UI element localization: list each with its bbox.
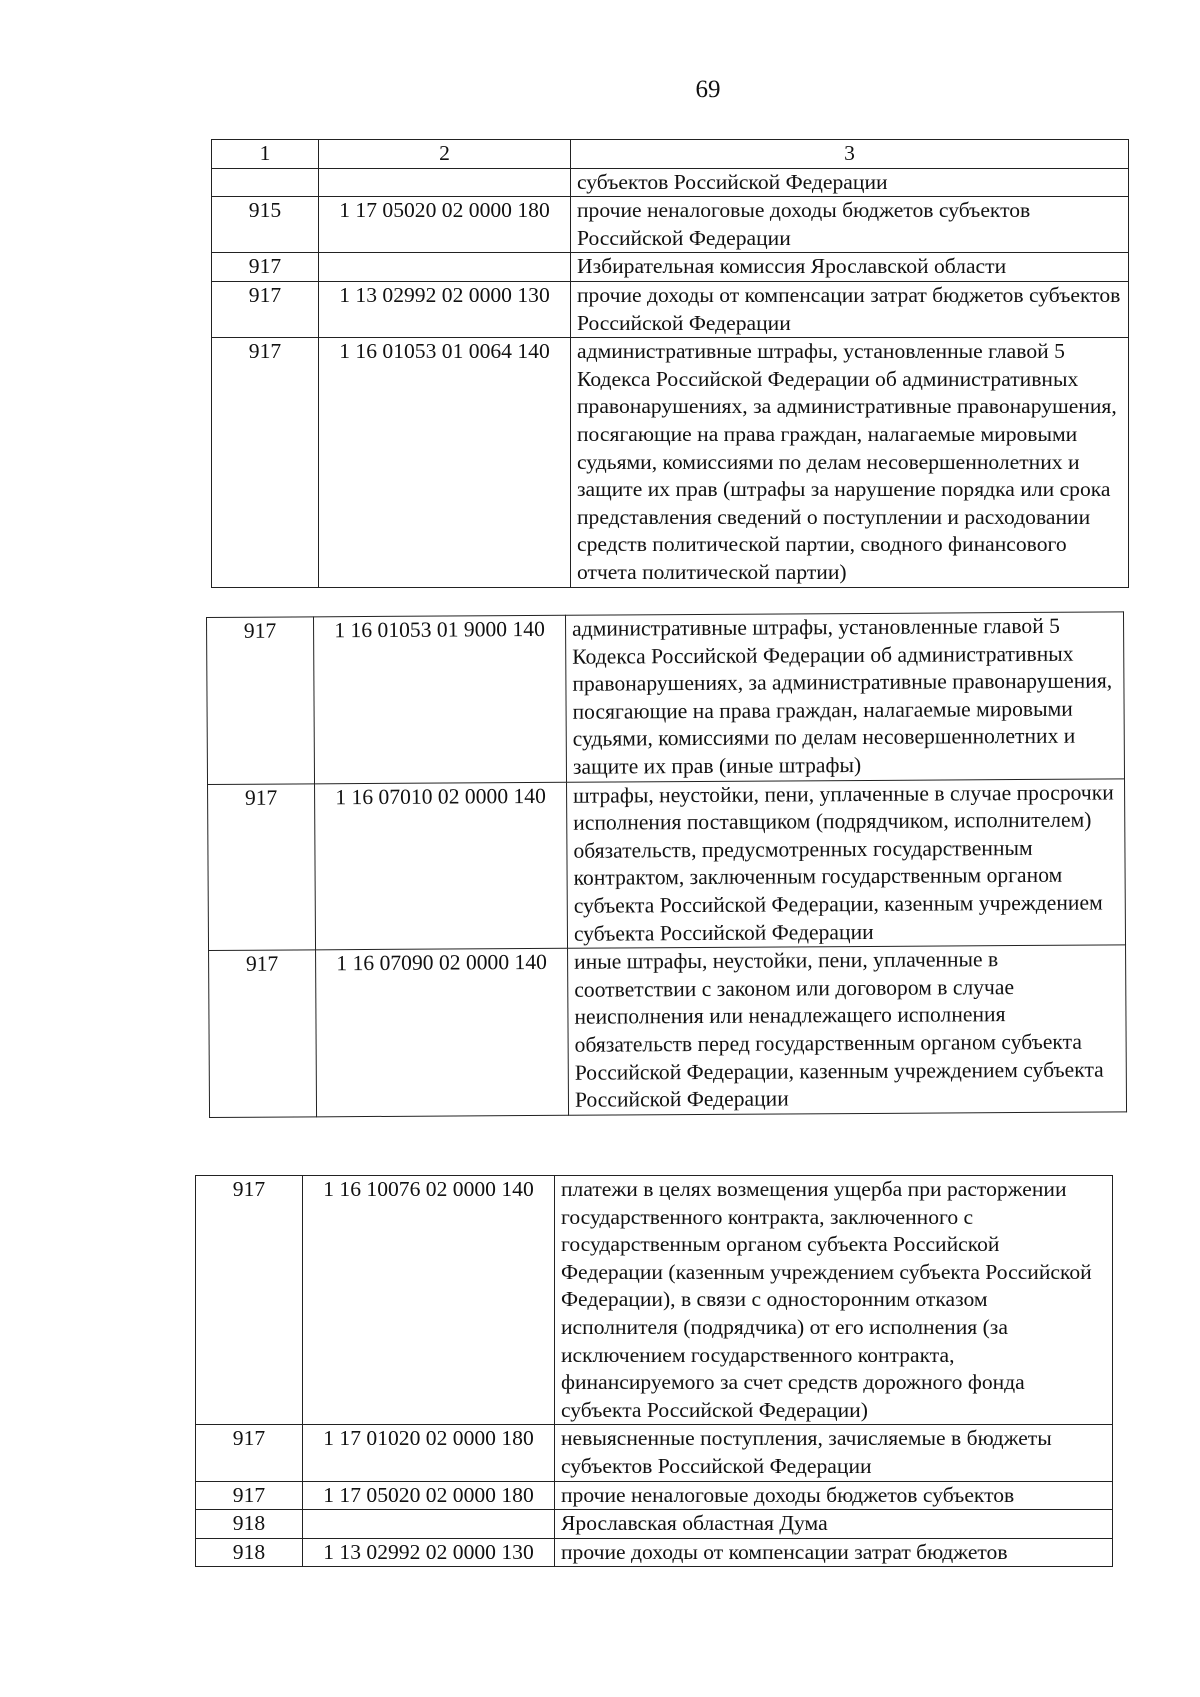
description-cell: прочие неналоговые доходы бюджетов субъектов (555, 1481, 1113, 1510)
description-cell: Ярославская областная Дума (555, 1510, 1113, 1539)
admin-code-cell: 917 (207, 617, 315, 784)
description-cell: прочие доходы от компенсации затрат бюджетов субъектов Российской Федерации (571, 281, 1129, 337)
budget-code-cell (319, 168, 571, 197)
description-cell: Избирательная комиссия Ярославской области (571, 253, 1129, 282)
table-row (196, 1425, 1113, 1481)
budget-code-cell: 1 17 01020 02 0000 180 (303, 1425, 555, 1481)
income-codes-table-cont2 (195, 1175, 1113, 1567)
budget-code-cell: 1 16 01053 01 0064 140 (319, 338, 571, 587)
admin-code-cell: 917 (196, 1425, 303, 1481)
admin-code-cell (212, 168, 319, 197)
budget-code-cell: 1 13 02992 02 0000 130 (319, 281, 571, 337)
budget-code-cell: 1 17 05020 02 0000 180 (303, 1481, 555, 1510)
budget-code-cell: 1 16 01053 01 9000 140 (314, 615, 567, 783)
budget-code-cell: 1 17 05020 02 0000 180 (319, 197, 571, 253)
budget-code-cell: 1 16 07090 02 0000 140 (316, 948, 569, 1116)
description-cell: невыясненные поступления, зачисляемые в бюджеты субъектов Российской Федерации (555, 1425, 1113, 1481)
table-row (196, 1481, 1113, 1510)
table-row (212, 197, 1129, 253)
admin-code-cell: 917 (208, 783, 316, 950)
admin-code-cell: 917 (212, 281, 319, 337)
description-cell: административные штрафы, установленные главой 5 Кодекса Российской Федерации об административных правонарушениях, за административные правонарушения, посягающие на права граждан, налагаемые мировыми судьями, комиссиями по делам несовершеннолетних и защите их прав (иные штрафы) (565, 612, 1124, 782)
column-header-1: 1 (212, 140, 319, 169)
description-cell: штрафы, неустойки, пени, уплаченные в случае просрочки исполнения поставщиком (подрядчиком, исполнителем) обязательств, предусмотренных государственным контрактом, заключенным государственным органом субъекта Российской Федерации, казенным учреждением субъекта Российской Федерации (567, 778, 1126, 948)
table-row (208, 778, 1126, 950)
budget-code-cell (319, 253, 571, 282)
table-header-row (212, 140, 1129, 169)
description-cell: прочие доходы от компенсации затрат бюджетов (555, 1538, 1113, 1567)
admin-code-cell: 915 (212, 197, 319, 253)
admin-code-cell: 917 (212, 338, 319, 587)
table-row (207, 612, 1125, 784)
page-number: 69 (695, 76, 721, 103)
table-row (196, 1510, 1113, 1539)
table-row (212, 281, 1129, 337)
budget-code-cell: 1 16 07010 02 0000 140 (315, 782, 568, 950)
column-header-2: 2 (319, 140, 571, 169)
description-cell: прочие неналоговые доходы бюджетов субъектов Российской Федерации (571, 197, 1129, 253)
table-row (212, 253, 1129, 282)
admin-code-cell: 917 (196, 1176, 303, 1425)
description-cell: платежи в целях возмещения ущерба при расторжении государственного контракта, заключенного с государственным органом субъекта Российской Федерации (казенным учреждением субъекта Российской Федерации), в связи с односторонним отказом исполнителя (подрядчика) от его исполнения (за исключением государственного контракта, финансируемого за счет средств дорожного фонда субъекта Российской Федерации) (555, 1176, 1113, 1425)
admin-code-cell: 917 (212, 253, 319, 282)
budget-code-cell (303, 1510, 555, 1539)
table-row (196, 1176, 1113, 1425)
description-cell: субъектов Российской Федерации (571, 168, 1129, 197)
admin-code-cell: 917 (209, 950, 317, 1117)
admin-code-cell: 918 (196, 1538, 303, 1567)
description-cell: иные штрафы, неустойки, пени, уплаченные в соответствии с законом или договором в случае неисполнения или ненадлежащего исполнения обязательств перед государственным органом субъекта Российской Федерации, казенным учреждением субъекта Российской Федерации (568, 945, 1127, 1115)
table-row (212, 338, 1129, 587)
admin-code-cell: 917 (196, 1481, 303, 1510)
table-row (196, 1538, 1113, 1567)
income-codes-table (211, 139, 1129, 588)
description-cell: административные штрафы, установленные главой 5 Кодекса Российской Федерации об административных правонарушениях, за административные правонарушения, посягающие на права граждан, налагаемые мировыми судьями, комиссиями по делам несовершеннолетних и защите их прав (штрафы за нарушение порядка или срока представления сведений о поступлении и расходовании средств политической партии, сводного финансового отчета политической партии) (571, 338, 1129, 587)
table-row (209, 945, 1127, 1117)
table-row (212, 168, 1129, 197)
income-codes-table-cont (206, 611, 1127, 1117)
budget-code-cell: 1 13 02992 02 0000 130 (303, 1538, 555, 1567)
column-header-3: 3 (571, 140, 1129, 169)
budget-code-cell: 1 16 10076 02 0000 140 (303, 1176, 555, 1425)
admin-code-cell: 918 (196, 1510, 303, 1539)
